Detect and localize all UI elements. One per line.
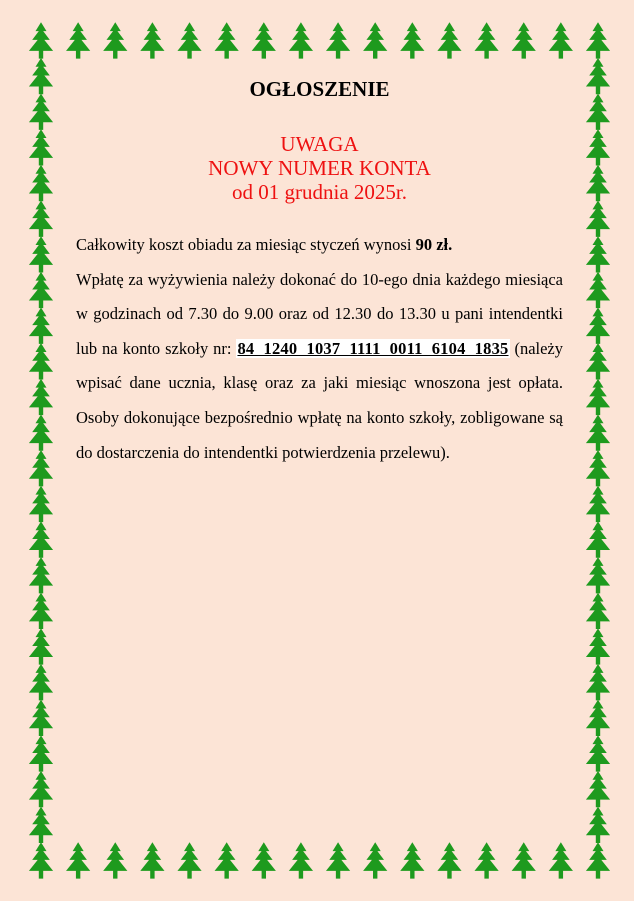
christmas-tree-icon (586, 165, 610, 201)
christmas-tree-icon (29, 379, 53, 415)
christmas-tree-icon (512, 22, 536, 58)
christmas-tree-icon (586, 308, 610, 344)
christmas-tree-icon (103, 22, 127, 58)
christmas-tree-icon (215, 842, 239, 878)
christmas-tree-icon (29, 557, 53, 593)
notice-date: od 01 grudnia 2025r. (232, 180, 407, 204)
christmas-tree-icon (512, 842, 536, 878)
christmas-tree-icon (29, 129, 53, 165)
christmas-tree-icon (289, 842, 313, 878)
christmas-tree-icon (586, 521, 610, 557)
christmas-tree-icon (586, 664, 610, 700)
christmas-tree-icon (586, 771, 610, 807)
christmas-tree-icon (140, 842, 164, 878)
christmas-tree-icon (29, 58, 53, 94)
christmas-tree-icon (475, 22, 499, 58)
christmas-tree-icon (29, 735, 53, 771)
christmas-tree-icon (586, 486, 610, 522)
cost-amount: 90 zł. (415, 235, 453, 254)
christmas-tree-icon (66, 842, 90, 878)
christmas-tree-icon (586, 807, 610, 843)
christmas-tree-icon (586, 379, 610, 415)
christmas-tree-icon (363, 22, 387, 58)
christmas-tree-icon (586, 94, 610, 130)
christmas-tree-icon (29, 272, 53, 308)
christmas-tree-icon (177, 22, 201, 58)
christmas-tree-icon (29, 771, 53, 807)
christmas-tree-icon (103, 842, 127, 878)
christmas-tree-icon (29, 94, 53, 130)
payment-instructions: Wpłatę za wyżywienia należy dokonać do 10-ego dnia każdego miesiąca w godzinach od 7.30 do 9.00 oraz od 12.30 do 13.30 u pani intendentki lub na konto szkoły nr: (76, 269, 563, 358)
christmas-tree-icon (326, 22, 350, 58)
christmas-tree-icon (140, 22, 164, 58)
christmas-tree-icon (400, 22, 424, 58)
christmas-tree-icon (586, 414, 610, 450)
christmas-tree-icon (29, 521, 53, 557)
notice-warning: UWAGA (280, 132, 359, 156)
christmas-tree-icon (586, 22, 610, 58)
christmas-tree-icon (29, 807, 53, 843)
christmas-tree-icon (29, 486, 53, 522)
christmas-tree-icon (400, 842, 424, 878)
christmas-tree-icon (549, 842, 573, 878)
christmas-tree-icon (29, 664, 53, 700)
christmas-tree-icon (252, 842, 276, 878)
announcement (76, 76, 563, 470)
christmas-tree-icon (29, 22, 53, 58)
christmas-tree-icon (29, 343, 53, 379)
christmas-tree-icon (586, 272, 610, 308)
christmas-tree-icon (29, 700, 53, 736)
christmas-tree-icon (215, 22, 239, 58)
christmas-tree-icon (586, 129, 610, 165)
christmas-tree-icon (29, 628, 53, 664)
christmas-tree-icon (29, 201, 53, 237)
payment-notes: (należy wpisać dane ucznia, klasę oraz za jaki miesiąc wnoszona jest opłata. Osoby dokonujące bezpośrednio wpłatę na konto szkoły, zobligowane są do dostarczenia do intendentki potwierdzenia przelewu). (76, 338, 564, 462)
christmas-tree-icon (586, 557, 610, 593)
christmas-tree-icon (363, 842, 387, 878)
page-title: OGŁOSZENIE (249, 77, 390, 101)
christmas-tree-icon (29, 236, 53, 272)
account-number: 84 1240 1037 1111 0011 6104 1835 (237, 338, 509, 358)
christmas-tree-icon (586, 343, 610, 379)
christmas-tree-icon (66, 22, 90, 58)
cost-line (76, 228, 563, 263)
christmas-tree-icon (586, 236, 610, 272)
christmas-tree-icon (586, 58, 610, 94)
body-text (76, 228, 563, 470)
christmas-tree-icon (549, 22, 573, 58)
christmas-tree-icon (586, 201, 610, 237)
notice-new-account: NOWY NUMER KONTA (208, 156, 431, 180)
christmas-tree-icon (326, 842, 350, 878)
christmas-tree-icon (586, 628, 610, 664)
christmas-tree-icon (29, 593, 53, 629)
christmas-tree-icon (29, 165, 53, 201)
notice-block (76, 132, 563, 204)
christmas-tree-icon (586, 450, 610, 486)
christmas-tree-icon (586, 842, 610, 878)
christmas-tree-icon (289, 22, 313, 58)
christmas-tree-icon (475, 842, 499, 878)
christmas-tree-icon (252, 22, 276, 58)
cost-text: Całkowity koszt obiadu za miesiąc styczeń wynosi (76, 235, 416, 254)
christmas-tree-icon (586, 593, 610, 629)
christmas-tree-icon (437, 22, 461, 58)
christmas-tree-icon (437, 842, 461, 878)
christmas-tree-icon (29, 308, 53, 344)
christmas-tree-icon (177, 842, 201, 878)
christmas-tree-icon (586, 735, 610, 771)
christmas-tree-icon (29, 414, 53, 450)
christmas-tree-icon (586, 700, 610, 736)
christmas-tree-icon (29, 842, 53, 878)
christmas-tree-icon (29, 450, 53, 486)
